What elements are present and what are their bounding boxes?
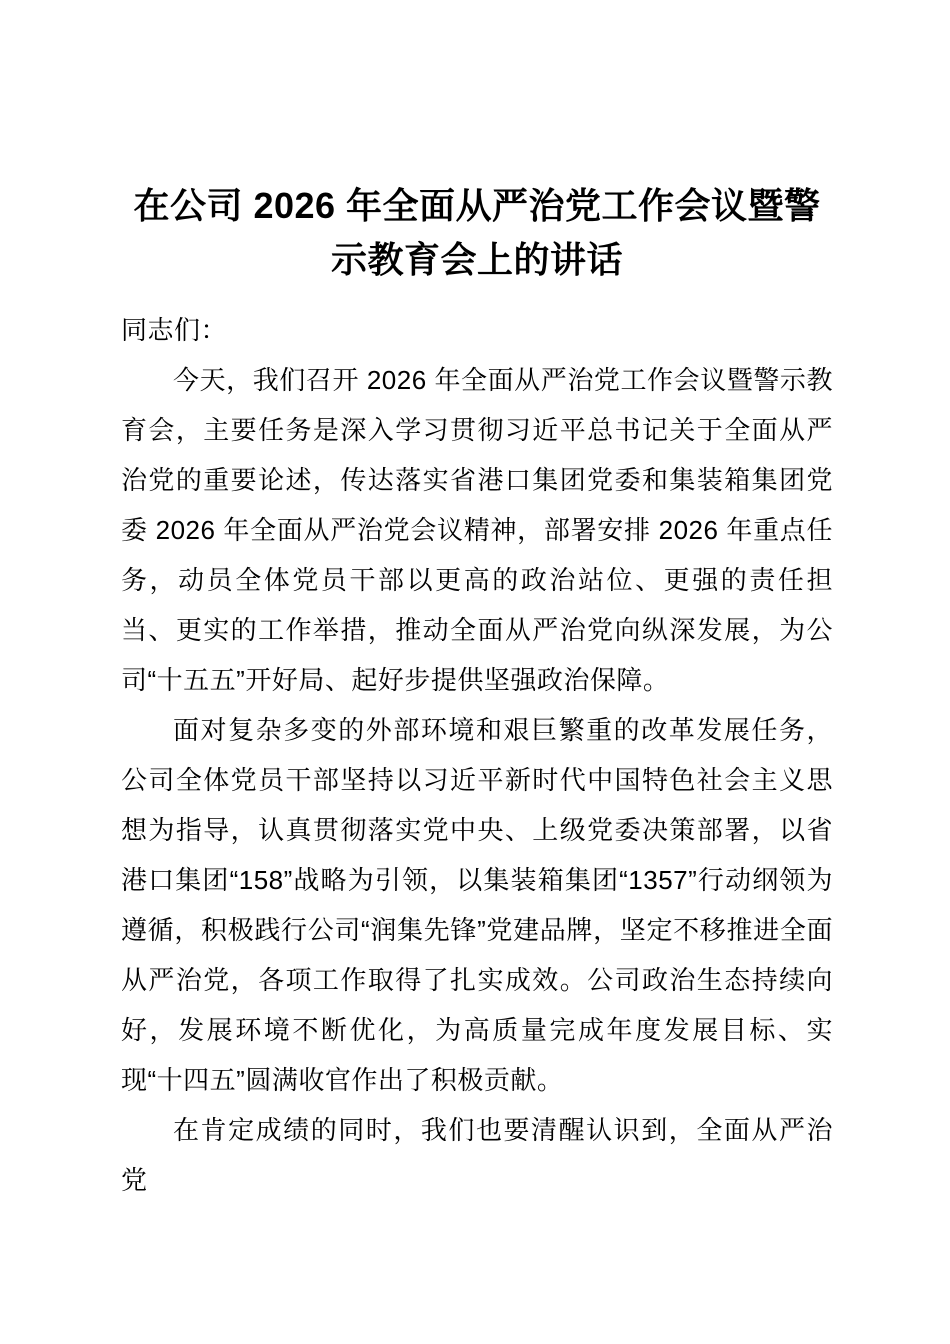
document-content <box>121 179 833 1205</box>
paragraph-2: 面对复杂多变的外部环境和艰巨繁重的改革发展任务，公司全体党员干部坚持以习近平新时代中国特色社会主义思想为指导，认真贯彻落实党中央、上级党委决策部署，以省港口集团“158”战略为引领，以集装箱集团“1357”行动纲领为遵循，积极践行公司“润集先锋”党建品牌，坚定不移推进全面从严治党，各项工作取得了扎实成效。公司政治生态持续向好，发展环境不断优化，为高质量完成年度发展目标、实现“十四五”圆满收官作出了积极贡献。 <box>121 715 833 1095</box>
document-body <box>121 305 833 1205</box>
paragraph-3: 在肯定成绩的同时，我们也要清醒认识到，全面从严治党 <box>121 1115 833 1195</box>
paragraph-1: 今天，我们召开 2026 年全面从严治党工作会议暨警示教育会，主要任务是深入学习贯彻习近平总书记关于全面从严治党的重要论述，传达落实省港口集团党委和集装箱集团党委 2026 年全面从严治党会议精神，部署安排 2026 年重点任务，动员全体党员干部以更高的政治站位、更强的责任担当、更实的工作举措，推动全面从严治党向纵深发展，为公司“十五五”开好局、起好步提供坚强政治保障。 <box>121 365 833 695</box>
document-title: 在公司 2026 年全面从严治党工作会议暨警示教育会上的讲话 <box>133 185 821 280</box>
salutation: 同志们： <box>121 315 228 345</box>
